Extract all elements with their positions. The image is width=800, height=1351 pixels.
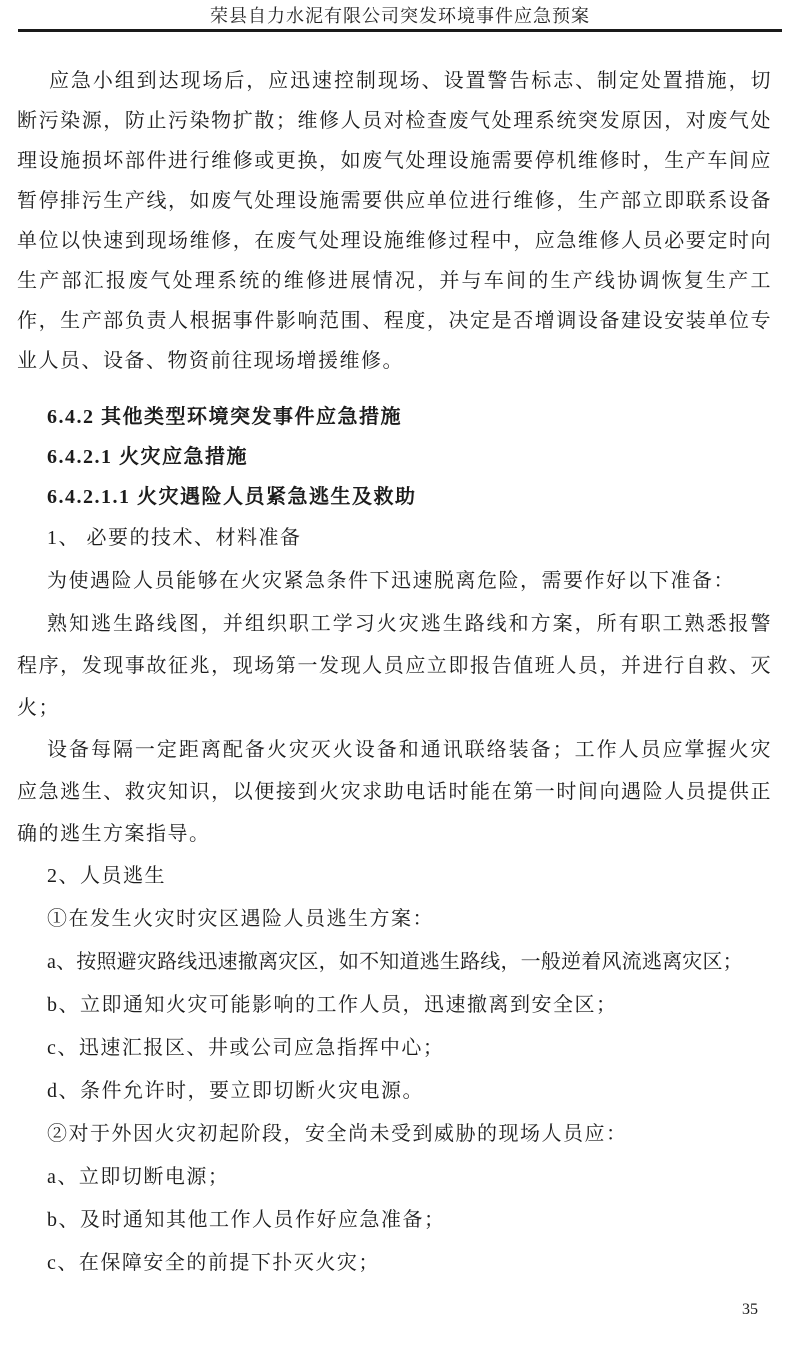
list-item-b-notify-workers: b、立即通知火灾可能影响的工作人员，迅速撤离到安全区； (47, 994, 618, 1016)
heading-6-4-2: 6.4.2 其他类型环境突发事件应急措施 (47, 406, 402, 428)
list-item-2-personnel-escape: 2、人员逃生 (47, 865, 166, 887)
heading-6-4-2-1-1: 6.4.2.1.1 火灾遇险人员紧急逃生及救助 (47, 486, 417, 508)
list-item-b2-notify-others: b、及时通知其他工作人员作好应急准备； (47, 1209, 446, 1231)
list-item-1-technical-preparation: 1、 必要的技术、材料准备 (47, 527, 302, 549)
list-item-d-cut-fire-power: d、条件允许时，要立即切断火灾电源。 (47, 1080, 424, 1102)
heading-6-4-2-1: 6.4.2.1 火灾应急措施 (47, 446, 248, 468)
line-scheme-2-external-fire: ②对于外因火灾初起阶段，安全尚未受到威胁的现场人员应： (47, 1123, 628, 1145)
paragraph-emergency-team-response: 应急小组到达现场后，应迅速控制现场、设置警告标志、制定处置措施，切断污染源，防止污染物扩散；维修人员对检查废气处理系统突发原因，对废气处理设施损坏部件进行维修或更换，如废气处理设施需要停机维修时，生产车间应暂停排污生产线，如废气处理设施需要供应单位进行维修，生产部立即联系设备单位以快速到现场维修，在废气处理设施维修过程中，应急维修人员必要定时向生产部汇报废气处理系统的维修进展情况，并与车间的生产线协调恢复生产工作，生产部负责人根据事件影响范围、程度，决定是否增调设备建设安装单位专业人员、设备、物资前往现场增援维修。 (17, 70, 772, 372)
paragraph-fire-equipment: 设备每隔一定距离配备火灾灭火设备和通讯联络装备；工作人员应掌握火灾应急逃生、救灾知识，以便接到火灾求助电话时能在第一时间向遇险人员提供正确的逃生方案指导。 (17, 739, 772, 845)
paragraph-escape-routes: 熟知逃生路线图，并组织职工学习火灾逃生路线和方案，所有职工熟悉报警程序，发现事故征兆，现场第一发现人员应立即报告值班人员，并进行自救、灭火； (17, 613, 772, 719)
document-body (0, 32, 800, 1285)
list-item-a2-cut-power: a、立即切断电源； (47, 1166, 230, 1188)
line-preparation-intro: 为使遇险人员能够在火灾紧急条件下迅速脱离危险，需要作好以下准备： (47, 570, 735, 592)
line-scheme-1-disaster-area: ①在发生火灾时灾区遇险人员逃生方案： (47, 908, 434, 930)
page-number: 35 (742, 1301, 758, 1318)
list-item-c2-extinguish-fire: c、在保障安全的前提下扑灭火灾； (47, 1252, 380, 1274)
list-item-c-report-command-center: c、迅速汇报区、井或公司应急指挥中心； (47, 1037, 445, 1059)
document-title: 荣县自力水泥有限公司突发环境事件应急预案 (210, 6, 590, 26)
list-item-a-evacuate-route: a、按照避灾路线迅速撤离灾区，如不知道逃生路线，一般逆着风流逃离灾区； (47, 951, 743, 973)
page-header (0, 0, 800, 32)
